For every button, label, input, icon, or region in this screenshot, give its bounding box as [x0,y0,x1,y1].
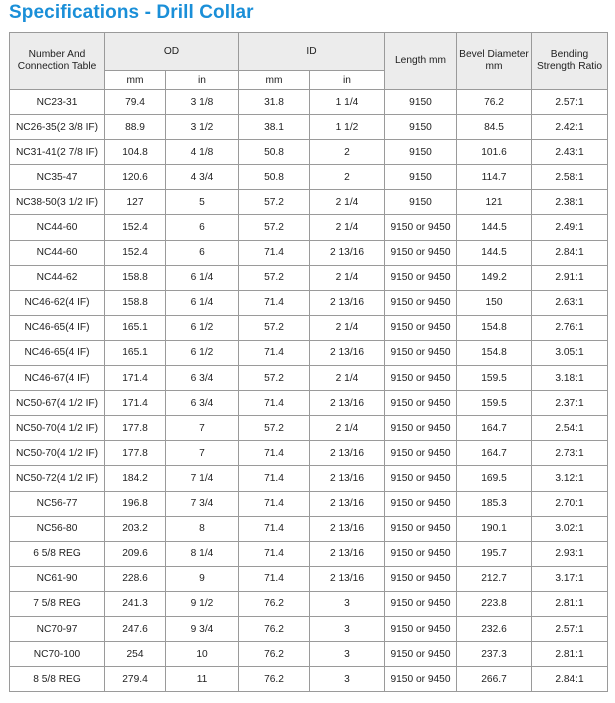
header-bevel-diameter [457,33,532,90]
cell-id-in: 3 [310,667,385,692]
cell-id-mm: 57.2 [239,315,310,340]
cell-bevel-diameter: 159.5 [457,366,532,391]
cell-od-mm: 184.2 [105,466,166,491]
cell-bevel-diameter: 159.5 [457,391,532,416]
cell-bending-ratio: 3.18:1 [532,366,608,391]
cell-id-mm: 71.4 [239,466,310,491]
header-connection-line1: Number And [28,49,86,60]
cell-connection: NC50-70(4 1/2 IF) [10,441,105,466]
cell-id-in: 2 1/4 [310,315,385,340]
cell-id-mm: 71.4 [239,290,310,315]
table-row [10,366,608,391]
cell-id-mm: 71.4 [239,541,310,566]
cell-length: 9150 or 9450 [385,290,457,315]
cell-connection: NC26-35(2 3/8 IF) [10,115,105,140]
header-id: ID [239,33,385,71]
cell-id-in: 2 [310,165,385,190]
cell-id-mm: 71.4 [239,240,310,265]
cell-bevel-diameter: 169.5 [457,466,532,491]
cell-od-in: 9 [166,566,239,591]
cell-id-in: 2 13/16 [310,290,385,315]
cell-id-in: 2 13/16 [310,566,385,591]
cell-bevel-diameter: 149.2 [457,265,532,290]
cell-bending-ratio: 2.73:1 [532,441,608,466]
cell-bending-ratio: 3.12:1 [532,466,608,491]
cell-od-mm: 152.4 [105,215,166,240]
header-bevel-line2: mm [485,61,503,72]
table-row [10,667,608,692]
cell-bevel-diameter: 144.5 [457,240,532,265]
cell-od-in: 7 1/4 [166,466,239,491]
header-bending-line1: Bending [550,49,589,60]
cell-bending-ratio: 2.49:1 [532,215,608,240]
cell-connection: NC44-60 [10,240,105,265]
cell-length: 9150 or 9450 [385,491,457,516]
cell-bending-ratio: 2.57:1 [532,616,608,641]
cell-bending-ratio: 2.93:1 [532,541,608,566]
table-row [10,115,608,140]
cell-od-in: 7 [166,416,239,441]
cell-id-in: 2 13/16 [310,541,385,566]
cell-od-mm: 177.8 [105,441,166,466]
table-row [10,466,608,491]
cell-id-mm: 76.2 [239,616,310,641]
cell-length: 9150 [385,140,457,165]
header-bevel-line1: Bevel Diameter [459,49,529,60]
cell-od-mm: 79.4 [105,90,166,115]
cell-od-in: 9 1/2 [166,591,239,616]
cell-od-mm: 279.4 [105,667,166,692]
cell-id-mm: 57.2 [239,190,310,215]
cell-bending-ratio: 2.76:1 [532,315,608,340]
cell-od-in: 5 [166,190,239,215]
cell-length: 9150 or 9450 [385,516,457,541]
table-row [10,541,608,566]
cell-id-mm: 38.1 [239,115,310,140]
cell-od-in: 6 3/4 [166,391,239,416]
cell-id-mm: 57.2 [239,366,310,391]
cell-bending-ratio: 2.42:1 [532,115,608,140]
cell-id-in: 2 1/4 [310,190,385,215]
cell-od-mm: 120.6 [105,165,166,190]
header-od-in: in [166,71,239,90]
cell-id-in: 1 1/4 [310,90,385,115]
cell-id-mm: 76.2 [239,667,310,692]
cell-connection: 8 5/8 REG [10,667,105,692]
cell-length: 9150 [385,190,457,215]
cell-bending-ratio: 2.81:1 [532,591,608,616]
header-length: Length mm [385,33,457,90]
cell-id-mm: 50.8 [239,140,310,165]
cell-od-mm: 203.2 [105,516,166,541]
cell-id-mm: 71.4 [239,491,310,516]
cell-id-mm: 57.2 [239,215,310,240]
cell-od-mm: 88.9 [105,115,166,140]
cell-length: 9150 or 9450 [385,315,457,340]
cell-connection: NC46-62(4 IF) [10,290,105,315]
cell-connection: NC50-72(4 1/2 IF) [10,466,105,491]
cell-id-mm: 71.4 [239,566,310,591]
cell-id-in: 2 13/16 [310,491,385,516]
table-row [10,190,608,215]
cell-length: 9150 or 9450 [385,441,457,466]
cell-id-in: 2 1/4 [310,416,385,441]
cell-length: 9150 or 9450 [385,642,457,667]
cell-od-mm: 127 [105,190,166,215]
cell-id-mm: 71.4 [239,391,310,416]
cell-id-in: 2 13/16 [310,391,385,416]
cell-od-mm: 104.8 [105,140,166,165]
cell-length: 9150 or 9450 [385,616,457,641]
cell-bending-ratio: 2.81:1 [532,642,608,667]
header-bending-ratio [532,33,608,90]
cell-length: 9150 or 9450 [385,366,457,391]
table-row [10,616,608,641]
cell-bevel-diameter: 185.3 [457,491,532,516]
cell-length: 9150 or 9450 [385,541,457,566]
cell-connection: NC46-67(4 IF) [10,366,105,391]
cell-id-in: 3 [310,642,385,667]
cell-id-in: 2 13/16 [310,441,385,466]
cell-id-mm: 57.2 [239,265,310,290]
table-row [10,315,608,340]
cell-od-in: 6 1/2 [166,340,239,365]
cell-bevel-diameter: 114.7 [457,165,532,190]
cell-bevel-diameter: 164.7 [457,416,532,441]
cell-length: 9150 or 9450 [385,466,457,491]
cell-id-in: 2 1/4 [310,366,385,391]
cell-od-in: 6 1/4 [166,265,239,290]
cell-bending-ratio: 2.37:1 [532,391,608,416]
table-row [10,340,608,365]
cell-od-mm: 165.1 [105,340,166,365]
cell-od-mm: 228.6 [105,566,166,591]
cell-bevel-diameter: 266.7 [457,667,532,692]
cell-id-mm: 57.2 [239,416,310,441]
header-connection-line2: Connection Table [17,61,97,72]
cell-id-in: 2 1/4 [310,265,385,290]
cell-connection: NC31-41(2 7/8 IF) [10,140,105,165]
cell-connection: NC70-97 [10,616,105,641]
cell-id-in: 2 [310,140,385,165]
cell-od-mm: 177.8 [105,416,166,441]
table-row [10,165,608,190]
cell-connection: NC46-65(4 IF) [10,340,105,365]
cell-bevel-diameter: 144.5 [457,215,532,240]
cell-od-in: 6 1/4 [166,290,239,315]
cell-length: 9150 or 9450 [385,265,457,290]
cell-connection: NC61-90 [10,566,105,591]
cell-od-mm: 241.3 [105,591,166,616]
cell-length: 9150 or 9450 [385,391,457,416]
header-od-mm: mm [105,71,166,90]
cell-connection: NC44-60 [10,215,105,240]
cell-length: 9150 [385,165,457,190]
cell-bending-ratio: 2.84:1 [532,667,608,692]
cell-bending-ratio: 3.17:1 [532,566,608,591]
cell-od-in: 4 1/8 [166,140,239,165]
table-row [10,240,608,265]
cell-length: 9150 [385,115,457,140]
cell-od-in: 6 3/4 [166,366,239,391]
table-row [10,215,608,240]
cell-bending-ratio: 2.57:1 [532,90,608,115]
cell-connection: NC46-65(4 IF) [10,315,105,340]
cell-length: 9150 or 9450 [385,416,457,441]
cell-bending-ratio: 3.05:1 [532,340,608,365]
cell-bevel-diameter: 212.7 [457,566,532,591]
table-row [10,265,608,290]
page-title: Specifications - Drill Collar [9,2,254,23]
table-row [10,441,608,466]
cell-connection: NC50-67(4 1/2 IF) [10,391,105,416]
cell-id-mm: 50.8 [239,165,310,190]
cell-id-in: 2 13/16 [310,240,385,265]
cell-bevel-diameter: 154.8 [457,340,532,365]
cell-connection: NC35-47 [10,165,105,190]
cell-od-mm: 247.6 [105,616,166,641]
cell-bevel-diameter: 232.6 [457,616,532,641]
cell-od-in: 9 3/4 [166,616,239,641]
cell-connection: 7 5/8 REG [10,591,105,616]
cell-od-in: 6 [166,215,239,240]
cell-od-mm: 171.4 [105,391,166,416]
cell-bending-ratio: 3.02:1 [532,516,608,541]
table-row [10,391,608,416]
cell-od-in: 11 [166,667,239,692]
cell-od-in: 7 3/4 [166,491,239,516]
cell-id-in: 1 1/2 [310,115,385,140]
cell-bevel-diameter: 190.1 [457,516,532,541]
cell-od-mm: 165.1 [105,315,166,340]
cell-od-in: 8 1/4 [166,541,239,566]
cell-id-in: 3 [310,591,385,616]
cell-connection: NC44-62 [10,265,105,290]
cell-id-in: 2 13/16 [310,340,385,365]
cell-od-in: 3 1/2 [166,115,239,140]
header-id-in: in [310,71,385,90]
table-row [10,516,608,541]
cell-connection: NC38-50(3 1/2 IF) [10,190,105,215]
cell-od-mm: 254 [105,642,166,667]
cell-od-mm: 196.8 [105,491,166,516]
table-row [10,566,608,591]
cell-id-mm: 31.8 [239,90,310,115]
header-id-mm: mm [239,71,310,90]
cell-od-mm: 171.4 [105,366,166,391]
cell-id-in: 2 1/4 [310,215,385,240]
cell-bevel-diameter: 121 [457,190,532,215]
cell-bending-ratio: 2.54:1 [532,416,608,441]
cell-length: 9150 or 9450 [385,215,457,240]
cell-id-in: 2 13/16 [310,516,385,541]
table-row [10,140,608,165]
table-row [10,642,608,667]
cell-id-in: 3 [310,616,385,641]
cell-bending-ratio: 2.70:1 [532,491,608,516]
cell-bending-ratio: 2.38:1 [532,190,608,215]
cell-bending-ratio: 2.58:1 [532,165,608,190]
table-row [10,491,608,516]
cell-connection: NC56-77 [10,491,105,516]
cell-od-mm: 152.4 [105,240,166,265]
cell-length: 9150 or 9450 [385,340,457,365]
cell-length: 9150 or 9450 [385,667,457,692]
table-row [10,416,608,441]
cell-bending-ratio: 2.91:1 [532,265,608,290]
header-bending-line2: Strength Ratio [536,61,603,72]
table-body [10,90,608,692]
cell-bevel-diameter: 84.5 [457,115,532,140]
cell-od-in: 7 [166,441,239,466]
table-header [10,33,608,90]
cell-bevel-diameter: 101.6 [457,140,532,165]
cell-connection: NC50-70(4 1/2 IF) [10,416,105,441]
cell-bevel-diameter: 195.7 [457,541,532,566]
cell-bevel-diameter: 237.3 [457,642,532,667]
cell-bending-ratio: 2.63:1 [532,290,608,315]
cell-id-mm: 71.4 [239,516,310,541]
cell-od-mm: 158.8 [105,290,166,315]
cell-length: 9150 or 9450 [385,240,457,265]
cell-bevel-diameter: 76.2 [457,90,532,115]
table-row [10,290,608,315]
cell-id-mm: 76.2 [239,642,310,667]
cell-bevel-diameter: 154.8 [457,315,532,340]
cell-connection: NC23-31 [10,90,105,115]
drill-collar-spec-table [9,32,608,692]
cell-bevel-diameter: 164.7 [457,441,532,466]
cell-od-in: 3 1/8 [166,90,239,115]
cell-length: 9150 [385,90,457,115]
cell-id-mm: 71.4 [239,340,310,365]
cell-od-in: 4 3/4 [166,165,239,190]
cell-od-in: 10 [166,642,239,667]
table-row [10,90,608,115]
cell-id-mm: 71.4 [239,441,310,466]
table-row [10,591,608,616]
cell-od-in: 6 [166,240,239,265]
cell-bevel-diameter: 223.8 [457,591,532,616]
header-od: OD [105,33,239,71]
cell-id-in: 2 13/16 [310,466,385,491]
cell-length: 9150 or 9450 [385,566,457,591]
cell-od-in: 6 1/2 [166,315,239,340]
cell-bevel-diameter: 150 [457,290,532,315]
cell-length: 9150 or 9450 [385,591,457,616]
cell-od-mm: 209.6 [105,541,166,566]
header-connection [10,33,105,90]
cell-connection: NC70-100 [10,642,105,667]
cell-connection: 6 5/8 REG [10,541,105,566]
cell-connection: NC56-80 [10,516,105,541]
cell-id-mm: 76.2 [239,591,310,616]
cell-bending-ratio: 2.43:1 [532,140,608,165]
cell-bending-ratio: 2.84:1 [532,240,608,265]
cell-od-mm: 158.8 [105,265,166,290]
cell-od-in: 8 [166,516,239,541]
header-row-top [10,33,608,71]
